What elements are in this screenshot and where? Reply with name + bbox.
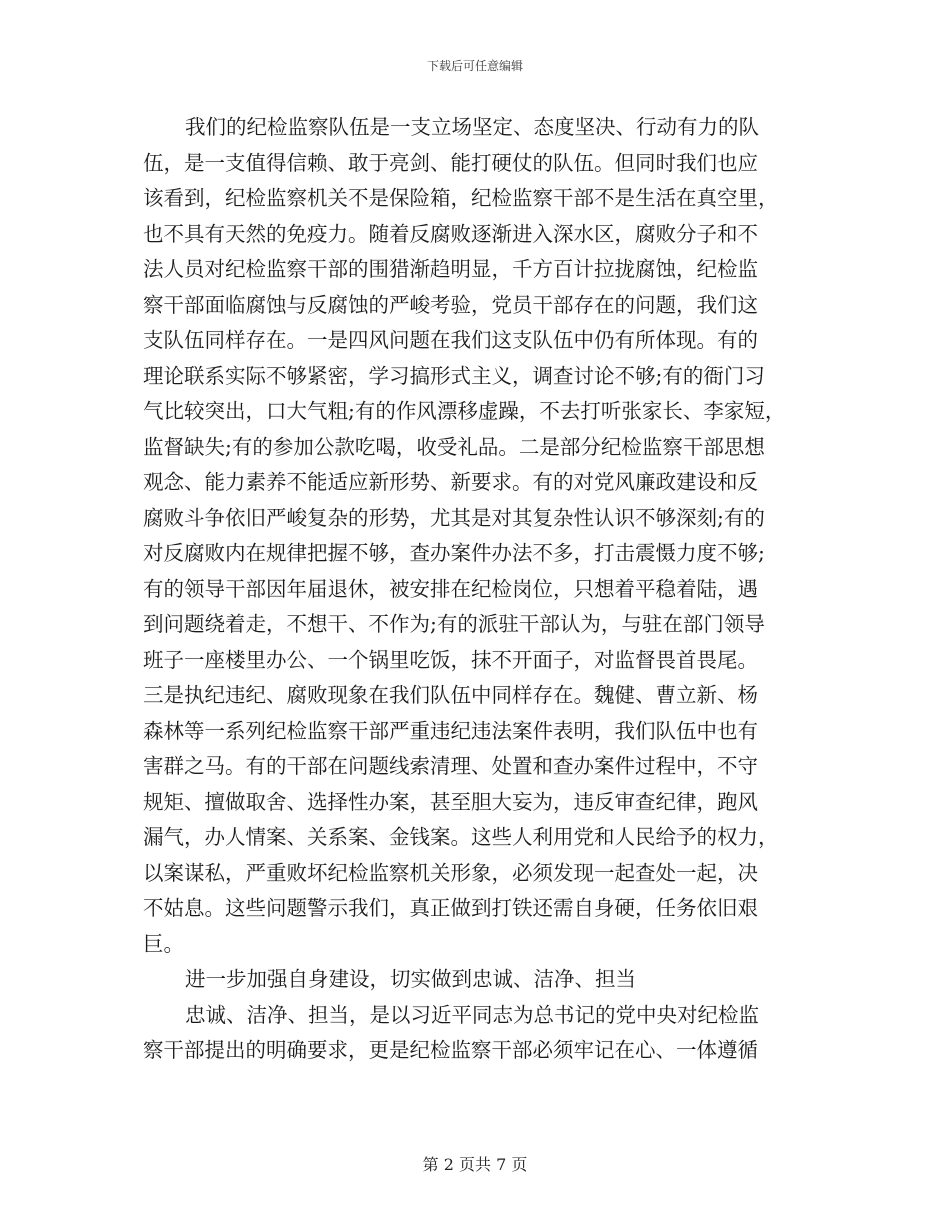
text-line: 森林等一系列纪检监察干部严重违纪违法案件表明，我们队伍中也有 (143, 718, 758, 743)
text-line: 理论联系实际不够紧密，学习搞形式主义，调查讨论不够;有的衙门习 (143, 363, 765, 388)
text-line: 对反腐败内在规律把握不够，查办案件办法不多，打击震慑力度不够; (143, 541, 765, 565)
text-line: 支队伍同样存在。一是四风问题在我们这支队伍中仍有所体现。有的 (143, 328, 758, 352)
text-line: 伍，是一支值得信赖、敢于亮剑、能打硬仗的队伍。但同时我们也应 (143, 150, 758, 175)
text-line: 漏气，办人情案、关系案、金钱案。这些人利用党和人民给予的权力， (143, 825, 779, 849)
text-line: 该看到，纪检监察机关不是保险箱，纪检监察干部不是生活在真空里， (143, 186, 779, 210)
text-line: 班子一座楼里办公、一个锅里吃饭，抹不开面子，对监督畏首畏尾。 (143, 647, 758, 672)
text-line: 到问题绕着走，不想干、不作为;有的派驻干部认为，与驻在部门领导 (143, 612, 765, 636)
text-line: 忠诚、洁净、担当，是以习近平同志为总书记的党中央对纪检监 (185, 1002, 759, 1027)
text-line: 不姑息。这些问题警示我们，真正做到打铁还需自身硬，任务依旧艰 (143, 896, 758, 920)
text-line: 法人员对纪检监察干部的围猎渐趋明显，千方百计拉拢腐蚀，纪检监 (143, 257, 758, 281)
text-line: 气比较突出，口大气粗;有的作风漂移虚躁，不去打听张家长、李家短， (143, 399, 786, 423)
text-line: 监督缺失;有的参加公款吃喝，收受礼品。二是部分纪检监察干部思想 (143, 434, 765, 459)
text-line: 观念、能力素养不能适应新形势、新要求。有的对党风廉政建设和反 (143, 470, 758, 494)
section-heading: 进一步加强自身建设，切实做到忠诚、洁净、担当 (185, 967, 636, 991)
text-line: 规矩、擅做取舍、选择性办案，甚至胆大妄为，违反审查纪律，跑风 (143, 789, 758, 814)
text-line: 察干部面临腐蚀与反腐蚀的严峻考验，党员干部存在的问题，我们这 (143, 292, 758, 317)
text-line: 巨。 (143, 931, 184, 956)
document-body (143, 110, 815, 1069)
text-line: 三是执纪违纪、腐败现象在我们队伍中同样存在。魏健、曹立新、杨 (143, 683, 758, 707)
page-number: 第 2 页共 7 页 (422, 1155, 528, 1174)
text-line: 有的领导干部因年届退休，被安排在纪检岗位，只想着平稳着陆，遇 (143, 576, 758, 601)
text-line: 也不具有天然的免疫力。随着反腐败逐渐进入深水区，腐败分子和不 (143, 221, 758, 246)
page-header: 下载后可任意编辑 (426, 59, 523, 73)
text-line: 察干部提出的明确要求，更是纪检监察干部必须牢记在心、一体遵循 (143, 1038, 758, 1062)
text-line: 腐败斗争依旧严峻复杂的形势，尤其是对其复杂性认识不够深刻;有的 (143, 505, 765, 530)
text-line: 害群之马。有的干部在问题线索清理、处置和查办案件过程中，不守 (143, 754, 758, 778)
text-line: 我们的纪检监察队伍是一支立场坚定、态度坚决、行动有力的队 (185, 115, 759, 139)
text-line: 以案谋私，严重败坏纪检监察机关形象，必须发现一起查处一起，决 (143, 860, 758, 885)
